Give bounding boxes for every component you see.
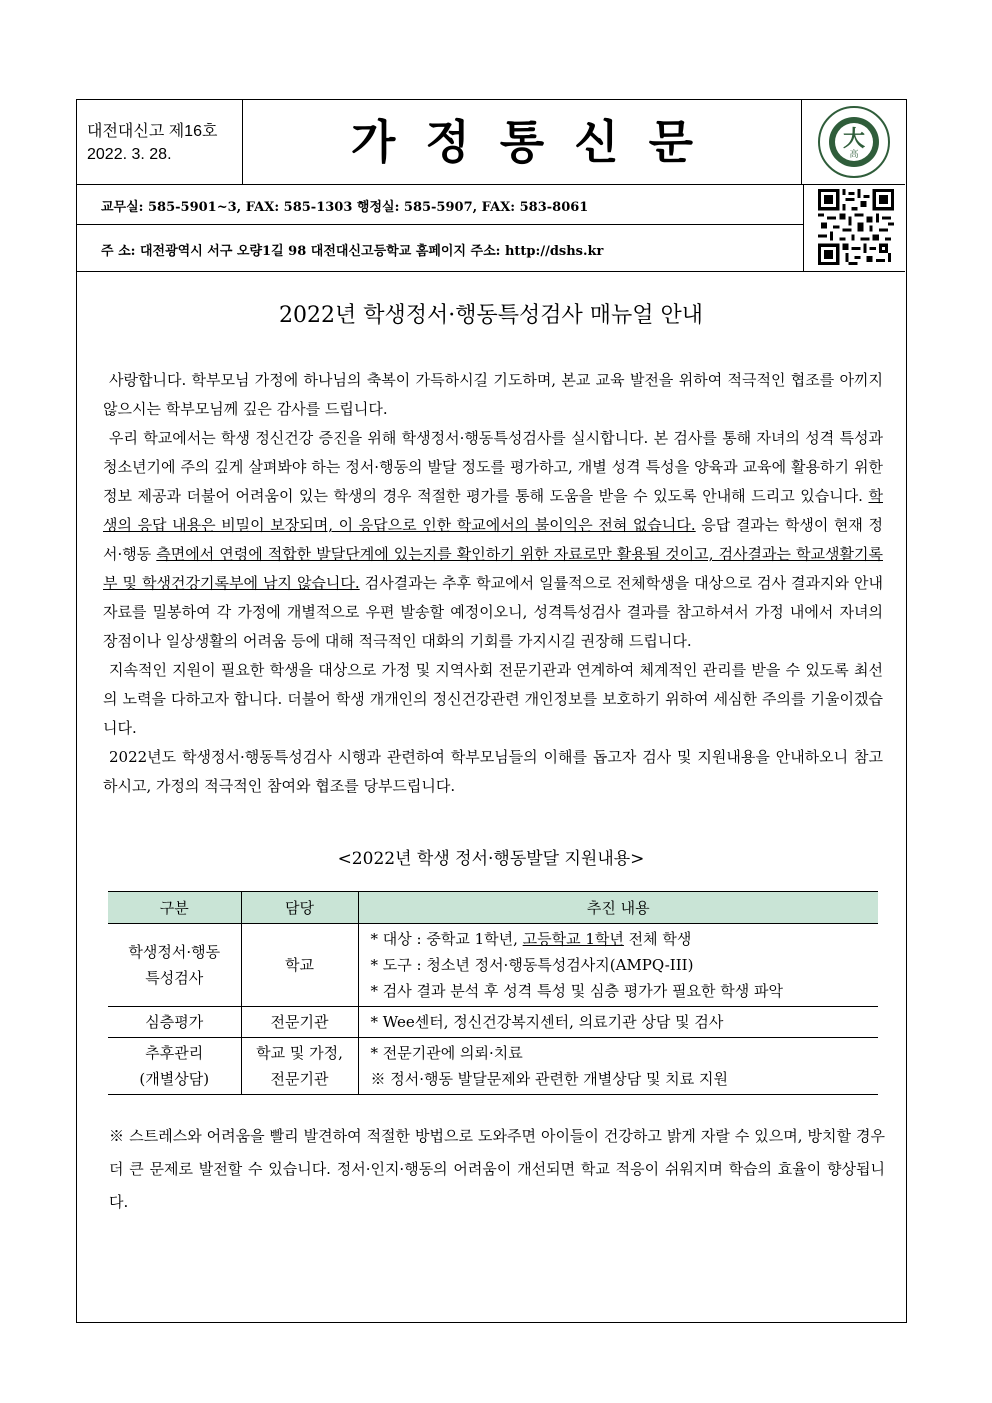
row-category [108,924,241,1007]
content-underlined: 고등학교 1학년 [522,930,624,948]
content-line: * 도구 : 청소년 정서·행동특성검사지(AMPQ-III) [370,956,694,974]
paragraph-purpose [103,424,883,656]
issue-box [77,100,243,184]
confidentiality-notice: 학생의 응답 내용은 비밀이 보장되며, 이 응답으로 인한 학교에서의 불이익은 전혀 없습니다. [103,487,883,534]
newsletter-title: 가정통신문 [350,115,724,169]
category-line: (개별상담) [139,1070,210,1088]
school-logo [801,100,905,184]
letter-header [77,100,905,185]
qr-code[interactable] [803,184,905,271]
row-content: * Wee센터, 정신건강복지센터, 의료기관 상담 및 검사 [358,1007,878,1038]
letter-frame [76,99,907,1323]
row-content [358,924,878,1007]
table-row [108,924,878,1007]
row-owner [241,1038,358,1095]
table-header-row [108,892,878,924]
closing-note: ※ 스트레스와 어려움을 빨리 발견하여 적절한 방법으로 도와주면 아이들이 건강하고 밝게 자랄 수 있으며, 방치할 경우 더 큰 문제로 발전할 수 있습니다. 정서·인지·행동의 어려움이 개선되면 학교 적응이 쉬워지며 학습의 효율이 향상됩니다. [109,1127,885,1211]
contact-row [77,184,803,225]
school-emblem-icon [817,105,891,179]
content-line: 전체 학생 [623,930,692,948]
paragraph-closing: 2022년도 학생정서·행동특성검사 시행과 관련하여 학부모님들의 이해를 돕고자 검사 및 지원내용을 안내하오니 참고하시고, 가정의 적극적인 참여와 협조를 당부드립니다. [103,748,883,795]
header-category: 구분 [108,892,241,924]
qr-code-icon[interactable] [818,189,894,265]
row-category: 심층평가 [108,1007,241,1038]
paragraph-purpose-text-2: 응답 결과는 학생이 현재 정서·행동 [103,516,883,563]
emblem-sub-char: 高 [849,150,859,160]
school-address: 주 소: 대전광역시 서구 오량1길 98 대전대신고등학교 홈페이지 주소: http://dshs.kr [101,244,604,259]
row-owner: 학교 [241,924,358,1007]
category-line: 특성검사 [145,969,204,987]
records-notice: 측면에서 연령에 적합한 발달단계에 있는지를 확인하기 위한 자료로만 활용될 것이고, 검사결과는 학교생활기록부 및 학생건강기록부에 남지 않습니다. [103,545,883,592]
issue-number: 대전대신고 제16호 [87,123,218,140]
owner-line: 학교 및 가정, [256,1044,343,1062]
content-line: * 검사 결과 분석 후 성격 특성 및 심층 평가가 필요한 학생 파악 [370,982,783,1000]
content-line: * 대상 : 중학교 1학년, [370,930,523,948]
row-category [108,1038,241,1095]
support-table [108,891,878,1095]
emblem-char: 大 [842,127,866,152]
document-title: 2022년 학생정서·행동특성검사 매뉴얼 안내 [279,303,703,328]
letter-body [103,366,883,801]
content-line: * 전문기관에 의뢰·치료 [370,1044,523,1062]
row-content [358,1038,878,1095]
category-line: 추후관리 [145,1044,204,1062]
paragraph-purpose-text: 우리 학교에서는 학생 정신건강 증진을 위해 학생정서·행동특성검사를 실시합니다. 본 검사를 통해 자녀의 성격 특성과 청소년기에 주의 깊게 살펴봐야 하는 정서·행동의 발달 정도를 평가하고, 개별 성격 특성을 양육과 교육에 활용하기 위한 정보 제공과 더불어 어려움이 있는 학생의 경우 적절한 평가를 통해 도움을 받을 수 있도록 안내해 드리고 있습니다. [103,429,883,505]
issue-date: 2022. 3. 28. [87,146,172,163]
content-line: ※ 정서·행동 발달문제와 관련한 개별상담 및 치료 지원 [370,1070,728,1088]
row-owner: 전문기관 [241,1007,358,1038]
header-owner: 담당 [241,892,358,924]
contact-phones: 교무실: 585-5901~3, FAX: 585-1303 행정실: 585-5907, FAX: 583-8061 [101,200,589,215]
table-row [108,1007,878,1038]
address-row [77,225,803,271]
owner-line: 전문기관 [270,1070,329,1088]
paragraph-support: 지속적인 지원이 필요한 학생을 대상으로 가정 및 지역사회 전문기관과 연계하여 체계적인 관리를 받을 수 있도록 최선의 노력을 다하고자 합니다. 더불어 학생 개개인의 정신건강관련 개인정보를 보호하기 위하여 세심한 주의를 기울이겠습니다. [103,661,883,737]
paragraph-greeting: 사랑합니다. 학부모님 가정에 하나님의 축복이 가득하시길 기도하며, 본교 교육 발전을 위하여 적극적인 협조를 아끼지 않으시는 학부모님께 깊은 감사를 드립니다. [103,371,883,418]
category-line: 학생정서·행동 [128,943,221,961]
paragraph-purpose-text-3: 검사결과는 추후 학교에서 일률적으로 전체학생을 대상으로 검사 결과지와 안내 자료를 밀봉하여 각 가정에 개별적으로 우편 발송할 예정이오니, 성격특성검사 결과를 참고하셔서 가정 내에서 자녀의 장점이나 일상생활의 어려움 등에 대해 적극적인 대화의 기회를 가지시길 권장해 드립니다. [103,574,884,650]
support-table-title: <2022년 학생 정서·행동발달 지원내용> [337,849,645,869]
table-row [108,1038,878,1095]
header-content: 추진 내용 [358,892,878,924]
header-divider [77,271,905,272]
